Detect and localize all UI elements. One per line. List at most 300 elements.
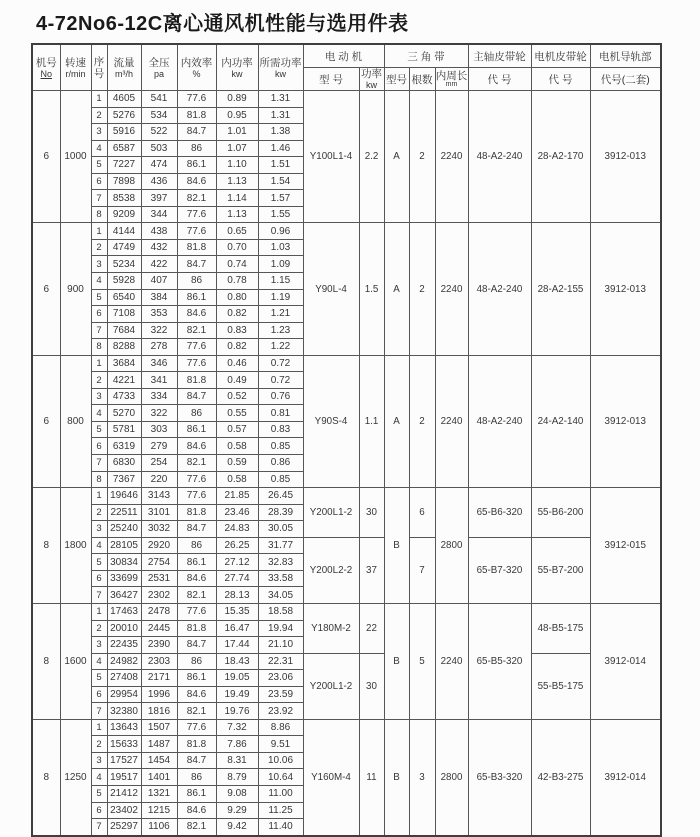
cell-pressure: 1454 xyxy=(141,752,177,769)
cell-serial: 2 xyxy=(91,107,107,124)
cell-main-pulley: 65-B5-320 xyxy=(468,603,531,719)
cell-internal-power: 23.46 xyxy=(216,504,258,521)
cell-internal-power: 0.95 xyxy=(216,107,258,124)
cell-efficiency: 84.7 xyxy=(177,388,216,405)
cell-serial: 2 xyxy=(91,620,107,637)
cell-serial: 2 xyxy=(91,736,107,753)
cell-serial: 1 xyxy=(91,223,107,240)
cell-pressure: 2445 xyxy=(141,620,177,637)
cell-belt-len: 2240 xyxy=(435,355,468,487)
cell-pressure: 344 xyxy=(141,206,177,223)
cell-rail: 3912-014 xyxy=(590,603,661,719)
cell-pressure: 522 xyxy=(141,124,177,141)
cell-model: Y100L1-4 xyxy=(303,91,359,223)
cell-pressure: 474 xyxy=(141,157,177,174)
cell-serial: 3 xyxy=(91,637,107,654)
cell-internal-power: 28.13 xyxy=(216,587,258,604)
cell-efficiency: 84.7 xyxy=(177,521,216,538)
cell-efficiency: 84.7 xyxy=(177,124,216,141)
cell-required-power: 0.72 xyxy=(258,372,303,389)
cell-pressure: 220 xyxy=(141,471,177,488)
cell-main-pulley: 48-A2-240 xyxy=(468,91,531,223)
cell-pressure: 346 xyxy=(141,355,177,372)
cell-pressure: 3143 xyxy=(141,488,177,505)
cell-pressure: 436 xyxy=(141,173,177,190)
cell-serial: 1 xyxy=(91,488,107,505)
cell-belt-count: 2 xyxy=(409,223,435,355)
cell-flow: 6540 xyxy=(107,289,141,306)
cell-internal-power: 0.58 xyxy=(216,438,258,455)
cell-serial: 3 xyxy=(91,521,107,538)
cell-serial: 3 xyxy=(91,752,107,769)
cell-internal-power: 0.70 xyxy=(216,239,258,256)
cell-flow: 5928 xyxy=(107,273,141,290)
cell-machine-no: 8 xyxy=(32,603,60,719)
cell-efficiency: 84.6 xyxy=(177,802,216,819)
cell-flow: 22511 xyxy=(107,504,141,521)
cell-belt-model: B xyxy=(384,719,409,835)
cell-required-power: 28.39 xyxy=(258,504,303,521)
cell-serial: 4 xyxy=(91,140,107,157)
cell-pressure: 397 xyxy=(141,190,177,207)
cell-serial: 8 xyxy=(91,339,107,356)
cell-flow: 7684 xyxy=(107,322,141,339)
cell-flow: 6587 xyxy=(107,140,141,157)
cell-pressure: 384 xyxy=(141,289,177,306)
cell-internal-power: 0.59 xyxy=(216,455,258,472)
cell-internal-power: 9.42 xyxy=(216,819,258,836)
cell-pressure: 1215 xyxy=(141,802,177,819)
cell-required-power: 1.23 xyxy=(258,322,303,339)
cell-model: Y90L-4 xyxy=(303,223,359,355)
cell-flow: 32380 xyxy=(107,703,141,720)
cell-speed: 1600 xyxy=(60,603,91,719)
cell-internal-power: 0.55 xyxy=(216,405,258,422)
cell-internal-power: 0.52 xyxy=(216,388,258,405)
cell-flow: 21412 xyxy=(107,785,141,802)
cell-internal-power: 0.80 xyxy=(216,289,258,306)
header-belt-length: 内周长 mm xyxy=(435,68,468,91)
cell-efficiency: 77.6 xyxy=(177,206,216,223)
cell-internal-power: 0.57 xyxy=(216,421,258,438)
cell-efficiency: 84.6 xyxy=(177,173,216,190)
cell-efficiency: 77.6 xyxy=(177,355,216,372)
cell-internal-power: 1.01 xyxy=(216,124,258,141)
cell-pressure: 2171 xyxy=(141,670,177,687)
cell-motor-pulley: 55-B7-200 xyxy=(531,537,590,603)
cell-serial: 6 xyxy=(91,802,107,819)
cell-flow: 22435 xyxy=(107,637,141,654)
cell-flow: 19517 xyxy=(107,769,141,786)
cell-internal-power: 1.07 xyxy=(216,140,258,157)
cell-speed: 800 xyxy=(60,355,91,487)
cell-efficiency: 86 xyxy=(177,537,216,554)
cell-serial: 5 xyxy=(91,157,107,174)
header-motor-rail: 电机导轨部 xyxy=(590,44,661,68)
cell-rail: 3912-013 xyxy=(590,91,661,223)
cell-flow: 7898 xyxy=(107,173,141,190)
fan-performance-table xyxy=(31,43,662,837)
cell-efficiency: 81.8 xyxy=(177,372,216,389)
cell-belt-model: B xyxy=(384,488,409,604)
cell-efficiency: 81.8 xyxy=(177,504,216,521)
cell-belt-len: 2240 xyxy=(435,91,468,223)
cell-required-power: 1.19 xyxy=(258,289,303,306)
cell-required-power: 1.21 xyxy=(258,306,303,323)
cell-serial: 4 xyxy=(91,653,107,670)
cell-belt-model: B xyxy=(384,603,409,719)
cell-flow: 25297 xyxy=(107,819,141,836)
cell-internal-power: 19.05 xyxy=(216,670,258,687)
cell-flow: 5270 xyxy=(107,405,141,422)
cell-serial: 5 xyxy=(91,554,107,571)
cell-required-power: 19.94 xyxy=(258,620,303,637)
cell-flow: 4221 xyxy=(107,372,141,389)
cell-flow: 33699 xyxy=(107,570,141,587)
cell-motor-pulley: 24-A2-140 xyxy=(531,355,590,487)
cell-pressure: 438 xyxy=(141,223,177,240)
cell-required-power: 1.46 xyxy=(258,140,303,157)
cell-internal-power: 0.74 xyxy=(216,256,258,273)
cell-power: 1.5 xyxy=(359,223,384,355)
header-pressure: 全压 pa xyxy=(141,44,177,91)
cell-required-power: 9.51 xyxy=(258,736,303,753)
cell-internal-power: 0.49 xyxy=(216,372,258,389)
cell-flow: 20010 xyxy=(107,620,141,637)
cell-flow: 4749 xyxy=(107,239,141,256)
cell-pressure: 1106 xyxy=(141,819,177,836)
cell-power: 1.1 xyxy=(359,355,384,487)
cell-motor-pulley: 28-A2-170 xyxy=(531,91,590,223)
header-flow: 流量 m³/h xyxy=(107,44,141,91)
table-row xyxy=(32,488,661,505)
cell-belt-len: 2240 xyxy=(435,223,468,355)
cell-pressure: 303 xyxy=(141,421,177,438)
cell-efficiency: 86.1 xyxy=(177,670,216,687)
cell-machine-no: 8 xyxy=(32,719,60,835)
header-vbelt-group: 三 角 带 xyxy=(384,44,468,68)
header-main-pulley: 主轴皮带轮 xyxy=(468,44,531,68)
cell-belt-count: 5 xyxy=(409,603,435,719)
cell-efficiency: 81.8 xyxy=(177,736,216,753)
cell-required-power: 1.51 xyxy=(258,157,303,174)
cell-serial: 7 xyxy=(91,190,107,207)
cell-serial: 3 xyxy=(91,388,107,405)
cell-pressure: 322 xyxy=(141,405,177,422)
cell-power: 2.2 xyxy=(359,91,384,223)
cell-efficiency: 81.8 xyxy=(177,239,216,256)
cell-efficiency: 86.1 xyxy=(177,157,216,174)
cell-belt-count: 2 xyxy=(409,91,435,223)
cell-flow: 5916 xyxy=(107,124,141,141)
cell-speed: 900 xyxy=(60,223,91,355)
cell-internal-power: 0.82 xyxy=(216,306,258,323)
cell-serial: 7 xyxy=(91,455,107,472)
cell-efficiency: 82.1 xyxy=(177,587,216,604)
cell-required-power: 10.64 xyxy=(258,769,303,786)
cell-model: Y200L1-2 xyxy=(303,653,359,719)
cell-flow: 7367 xyxy=(107,471,141,488)
cell-flow: 4144 xyxy=(107,223,141,240)
cell-flow: 29954 xyxy=(107,686,141,703)
cell-internal-power: 27.74 xyxy=(216,570,258,587)
cell-pressure: 534 xyxy=(141,107,177,124)
cell-flow: 23402 xyxy=(107,802,141,819)
cell-required-power: 1.22 xyxy=(258,339,303,356)
cell-belt-model: A xyxy=(384,91,409,223)
cell-internal-power: 0.65 xyxy=(216,223,258,240)
cell-internal-power: 15.35 xyxy=(216,603,258,620)
cell-pressure: 3032 xyxy=(141,521,177,538)
header-belt-count: 根数 xyxy=(409,68,435,91)
cell-internal-power: 7.86 xyxy=(216,736,258,753)
header-motor-model: 型 号 xyxy=(303,68,359,91)
cell-required-power: 11.00 xyxy=(258,785,303,802)
cell-internal-power: 8.79 xyxy=(216,769,258,786)
cell-efficiency: 86.1 xyxy=(177,554,216,571)
cell-internal-power: 19.49 xyxy=(216,686,258,703)
cell-efficiency: 77.6 xyxy=(177,91,216,108)
cell-belt-model: A xyxy=(384,355,409,487)
cell-serial: 7 xyxy=(91,587,107,604)
cell-serial: 6 xyxy=(91,438,107,455)
cell-internal-power: 24.83 xyxy=(216,521,258,538)
cell-flow: 9209 xyxy=(107,206,141,223)
cell-machine-no: 6 xyxy=(32,355,60,487)
cell-model: Y180M-2 xyxy=(303,603,359,653)
cell-efficiency: 77.6 xyxy=(177,339,216,356)
header-motor-pulley: 电机皮带轮 xyxy=(531,44,590,68)
cell-serial: 8 xyxy=(91,206,107,223)
cell-pressure: 3101 xyxy=(141,504,177,521)
cell-serial: 7 xyxy=(91,703,107,720)
cell-required-power: 10.06 xyxy=(258,752,303,769)
cell-model: Y200L2-2 xyxy=(303,537,359,603)
cell-efficiency: 86 xyxy=(177,273,216,290)
cell-serial: 2 xyxy=(91,504,107,521)
cell-machine-no: 6 xyxy=(32,91,60,223)
cell-required-power: 1.09 xyxy=(258,256,303,273)
cell-flow: 17527 xyxy=(107,752,141,769)
cell-power: 11 xyxy=(359,719,384,835)
cell-pressure: 432 xyxy=(141,239,177,256)
cell-required-power: 0.85 xyxy=(258,438,303,455)
cell-main-pulley: 48-A2-240 xyxy=(468,223,531,355)
cell-belt-len: 2800 xyxy=(435,719,468,835)
cell-efficiency: 82.1 xyxy=(177,819,216,836)
header-serial: 序 号 xyxy=(91,44,107,91)
cell-required-power: 1.31 xyxy=(258,91,303,108)
header-main-pulley-code: 代 号 xyxy=(468,68,531,91)
cell-required-power: 0.72 xyxy=(258,355,303,372)
cell-serial: 1 xyxy=(91,91,107,108)
cell-belt-count: 2 xyxy=(409,355,435,487)
cell-efficiency: 82.1 xyxy=(177,703,216,720)
table-row xyxy=(32,603,661,620)
cell-serial: 3 xyxy=(91,124,107,141)
cell-internal-power: 27.12 xyxy=(216,554,258,571)
cell-flow: 30834 xyxy=(107,554,141,571)
cell-motor-pulley: 55-B5-175 xyxy=(531,653,590,719)
cell-rail: 3912-013 xyxy=(590,223,661,355)
cell-pressure: 1507 xyxy=(141,719,177,736)
cell-belt-count: 7 xyxy=(409,537,435,603)
cell-pressure: 2754 xyxy=(141,554,177,571)
cell-required-power: 1.03 xyxy=(258,239,303,256)
table-header xyxy=(32,44,661,91)
cell-power: 30 xyxy=(359,653,384,719)
cell-pressure: 2920 xyxy=(141,537,177,554)
cell-serial: 5 xyxy=(91,421,107,438)
header-rail-code: 代号(二套) xyxy=(590,68,661,91)
cell-required-power: 0.85 xyxy=(258,471,303,488)
cell-flow: 6319 xyxy=(107,438,141,455)
cell-required-power: 11.25 xyxy=(258,802,303,819)
cell-pressure: 2531 xyxy=(141,570,177,587)
cell-model: Y90S-4 xyxy=(303,355,359,487)
cell-main-pulley: 48-A2-240 xyxy=(468,355,531,487)
cell-pressure: 2302 xyxy=(141,587,177,604)
cell-serial: 6 xyxy=(91,306,107,323)
cell-power: 30 xyxy=(359,488,384,538)
cell-belt-len: 2800 xyxy=(435,488,468,604)
cell-serial: 2 xyxy=(91,239,107,256)
cell-required-power: 0.83 xyxy=(258,421,303,438)
cell-flow: 6830 xyxy=(107,455,141,472)
header-internal-power: 内功率 kw xyxy=(216,44,258,91)
cell-efficiency: 81.8 xyxy=(177,620,216,637)
cell-internal-power: 9.08 xyxy=(216,785,258,802)
cell-speed: 1000 xyxy=(60,91,91,223)
cell-motor-pulley: 28-A2-155 xyxy=(531,223,590,355)
cell-internal-power: 7.32 xyxy=(216,719,258,736)
cell-model: Y160M-4 xyxy=(303,719,359,835)
cell-required-power: 18.58 xyxy=(258,603,303,620)
cell-pressure: 1321 xyxy=(141,785,177,802)
cell-flow: 5234 xyxy=(107,256,141,273)
cell-serial: 3 xyxy=(91,256,107,273)
cell-flow: 4605 xyxy=(107,91,141,108)
cell-internal-power: 26.25 xyxy=(216,537,258,554)
header-efficiency: 内效率 % xyxy=(177,44,216,91)
cell-efficiency: 84.7 xyxy=(177,256,216,273)
cell-power: 37 xyxy=(359,537,384,603)
cell-pressure: 407 xyxy=(141,273,177,290)
cell-efficiency: 86 xyxy=(177,405,216,422)
cell-required-power: 33.58 xyxy=(258,570,303,587)
cell-required-power: 1.31 xyxy=(258,107,303,124)
cell-required-power: 21.10 xyxy=(258,637,303,654)
cell-efficiency: 77.6 xyxy=(177,488,216,505)
header-motor-power: 功率 kw xyxy=(361,68,382,90)
cell-internal-power: 1.10 xyxy=(216,157,258,174)
cell-required-power: 11.40 xyxy=(258,819,303,836)
cell-belt-count: 3 xyxy=(409,719,435,835)
cell-flow: 13643 xyxy=(107,719,141,736)
cell-efficiency: 86.1 xyxy=(177,289,216,306)
cell-internal-power: 1.13 xyxy=(216,173,258,190)
cell-required-power: 0.86 xyxy=(258,455,303,472)
cell-required-power: 22.31 xyxy=(258,653,303,670)
cell-flow: 27408 xyxy=(107,670,141,687)
cell-required-power: 31.77 xyxy=(258,537,303,554)
cell-serial: 1 xyxy=(91,719,107,736)
header-motor-group: 电 动 机 xyxy=(303,44,384,68)
cell-pressure: 541 xyxy=(141,91,177,108)
cell-efficiency: 84.6 xyxy=(177,438,216,455)
cell-flow: 8288 xyxy=(107,339,141,356)
cell-serial: 7 xyxy=(91,819,107,836)
cell-internal-power: 16.47 xyxy=(216,620,258,637)
cell-speed: 1250 xyxy=(60,719,91,835)
cell-pressure: 1816 xyxy=(141,703,177,720)
cell-belt-model: A xyxy=(384,223,409,355)
cell-efficiency: 77.6 xyxy=(177,719,216,736)
cell-internal-power: 0.89 xyxy=(216,91,258,108)
cell-main-pulley: 65-B7-320 xyxy=(468,537,531,603)
cell-flow: 25240 xyxy=(107,521,141,538)
cell-efficiency: 77.6 xyxy=(177,223,216,240)
cell-efficiency: 77.6 xyxy=(177,603,216,620)
cell-serial: 4 xyxy=(91,405,107,422)
table-row xyxy=(32,91,661,108)
cell-pressure: 254 xyxy=(141,455,177,472)
cell-flow: 15633 xyxy=(107,736,141,753)
cell-pressure: 1401 xyxy=(141,769,177,786)
cell-efficiency: 84.6 xyxy=(177,686,216,703)
cell-internal-power: 0.82 xyxy=(216,339,258,356)
cell-main-pulley: 65-B6-320 xyxy=(468,488,531,538)
cell-pressure: 279 xyxy=(141,438,177,455)
cell-motor-pulley: 55-B6-200 xyxy=(531,488,590,538)
cell-flow: 24982 xyxy=(107,653,141,670)
header-motor-pulley-code: 代 号 xyxy=(531,68,590,91)
cell-serial: 5 xyxy=(91,289,107,306)
cell-efficiency: 82.1 xyxy=(177,190,216,207)
cell-pressure: 1487 xyxy=(141,736,177,753)
cell-serial: 4 xyxy=(91,769,107,786)
cell-required-power: 26.45 xyxy=(258,488,303,505)
cell-serial: 8 xyxy=(91,471,107,488)
cell-required-power: 1.54 xyxy=(258,173,303,190)
header-speed: 转速 r/min xyxy=(60,44,91,91)
cell-efficiency: 84.7 xyxy=(177,752,216,769)
cell-pressure: 278 xyxy=(141,339,177,356)
cell-pressure: 422 xyxy=(141,256,177,273)
cell-required-power: 1.57 xyxy=(258,190,303,207)
cell-required-power: 32.83 xyxy=(258,554,303,571)
cell-serial: 5 xyxy=(91,670,107,687)
cell-model: Y200L1-2 xyxy=(303,488,359,538)
cell-required-power: 0.76 xyxy=(258,388,303,405)
cell-required-power: 0.81 xyxy=(258,405,303,422)
cell-required-power: 34.05 xyxy=(258,587,303,604)
cell-internal-power: 19.76 xyxy=(216,703,258,720)
cell-efficiency: 82.1 xyxy=(177,455,216,472)
cell-motor-pulley: 42-B3-275 xyxy=(531,719,590,835)
cell-internal-power: 0.78 xyxy=(216,273,258,290)
cell-efficiency: 82.1 xyxy=(177,322,216,339)
cell-required-power: 8.86 xyxy=(258,719,303,736)
cell-flow: 4733 xyxy=(107,388,141,405)
cell-internal-power: 0.83 xyxy=(216,322,258,339)
cell-pressure: 2303 xyxy=(141,653,177,670)
table-body xyxy=(32,91,661,836)
cell-motor-pulley: 48-B5-175 xyxy=(531,603,590,653)
table-row xyxy=(32,355,661,372)
cell-internal-power: 9.29 xyxy=(216,802,258,819)
table-row xyxy=(32,537,661,554)
